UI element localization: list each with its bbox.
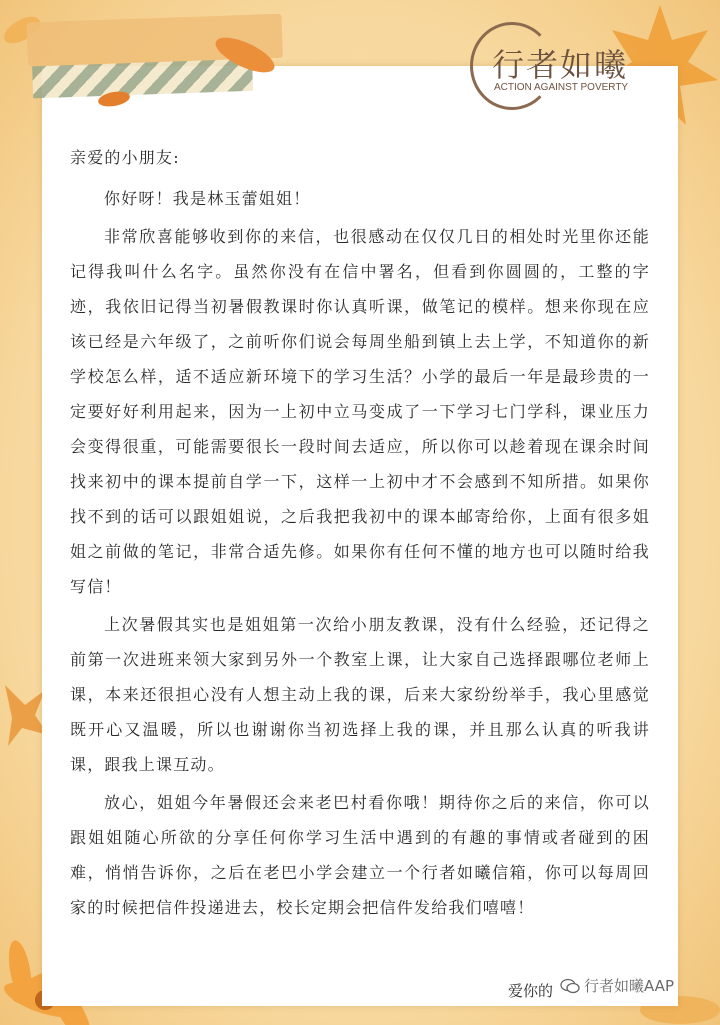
letter-paragraph: 上次暑假其实也是姐姐第一次给小朋友教课，没有什么经验，还记得之前第一次进班来领大家到另外一个教室上课，让大家自己选择跟哪位老师上课，本来还很担心没有人想主动上我的课，后来大家纷纷举手，我心里感觉既开心又温暖，所以也谢谢你当初选择上我的课，并且那么认真的听我讲课，跟我上课互动。	[70, 615, 650, 774]
brand-logo	[470, 18, 650, 108]
letter-hello: 你好呀！我是林玉蕾姐姐！	[104, 189, 311, 208]
letter-salutation: 亲爱的小朋友:	[70, 148, 180, 167]
letter-body	[70, 140, 650, 928]
logo-chinese-name: 行者如曦	[492, 46, 629, 84]
letter-paragraph: 非常欣喜能够收到你的来信，也很感动在仅仅几日的相处时光里你还能记得我叫什么名字。虽然你没有在信中署名，但看到你圆圆的，工整的字迹，我依旧记得当初暑假教课时你认真听课，做笔记的模样。想来你现在应该已经是六年级了，之前听你们说会每周坐船到镇上去上学，不知道你的新学校怎么样，适不适应新环境下的学习生活？小学的最后一年是最珍贵的一定要好好利用起来，因为一上初中立马变成了一下学习七门学科，课业压力会变得很重，可能需要很长一段时间去适应，所以你可以趁着现在课余时间找来初中的课本提前自学一下，这样一上初中才不会感到不知所措。如果你找不到的话可以跟姐姐说，之后我把我初中的课本邮寄给你，上面有很多姐姐之前做的笔记，非常合适先修。如果你有任何不懂的地方也可以随时给我写信！	[70, 227, 650, 596]
leaf-on-tape-icon	[210, 30, 280, 80]
logo-english-name: ACTION AGAINST POVERTY	[494, 82, 629, 93]
letter-paragraph: 放心，姐姐今年暑假还会来老巴村看你哦！期待你之后的来信，你可以跟姐姐随心所欲的分享任何你学习生活中遇到的有趣的事情或者碰到的困难，悄悄告诉你，之后在老巴小学会建立一个行者如曦信箱，你可以每周回家的时候把信件投递进去，校长定期会把信件发给我们嘻嘻！	[70, 793, 650, 917]
small-leaf-tape-icon	[96, 88, 132, 110]
watermark-text: 行者如曦AAP	[584, 977, 674, 995]
letter-signoff: 爱你的	[508, 982, 554, 1000]
wechat-icon	[560, 978, 580, 994]
watermark	[560, 975, 674, 996]
